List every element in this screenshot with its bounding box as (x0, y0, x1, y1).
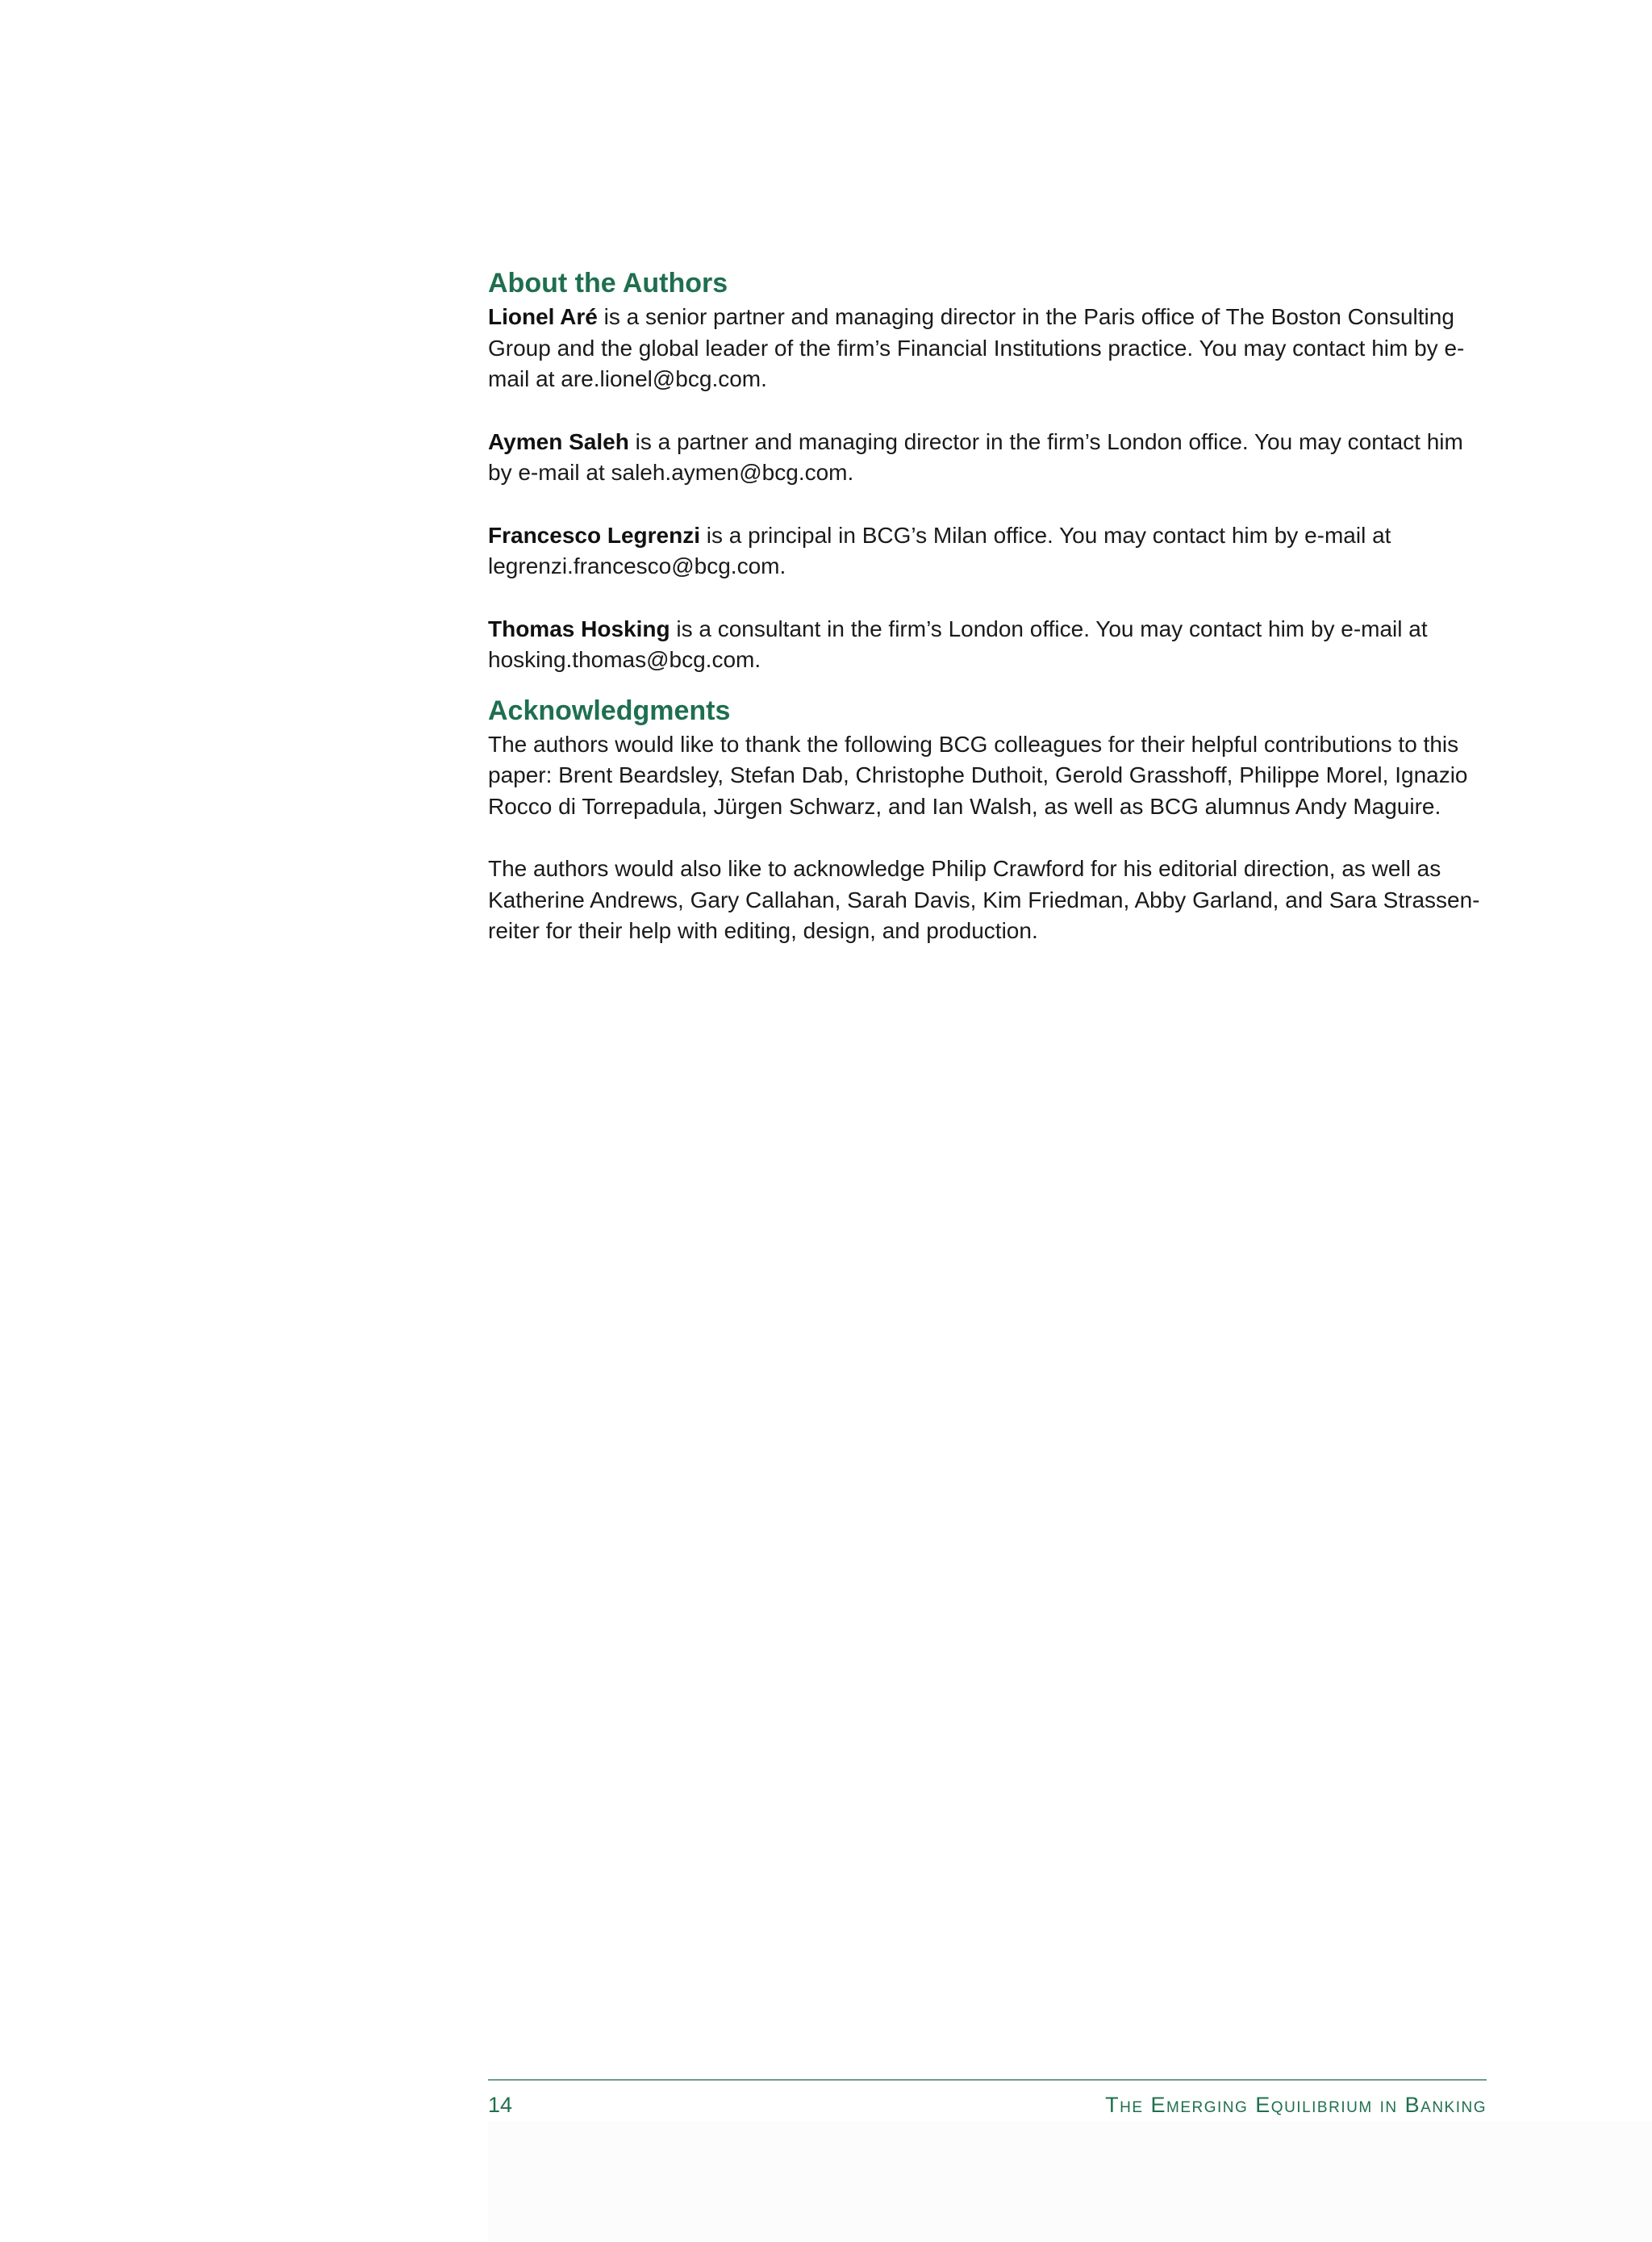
author-name: Thomas Hosking (488, 616, 670, 641)
author-description: is a consultant in the firm’s London office. You may contact him by e-mail at hosking.thomas@bcg.com. (488, 616, 1428, 672)
author-description: is a principal in BCG’s Milan office. You may contact him by e-mail at legrenzi.francesco@bcg.com. (488, 522, 1391, 578)
acknowledgments-paragraph: The authors would like to thank the following BCG colleagues for their helpful contributions to this paper: Brent Beardsley, Stefan Dab, Christophe Duthoit, Gerold Grasshoff, Philippe Morel, Ignazio Rocco di Torrepadula, Jürgen Schwarz, and Ian Walsh, as well as BCG alumnus Andy Maguire. (488, 731, 1468, 819)
author-bio (488, 427, 1488, 489)
main-content (488, 266, 1488, 979)
author-description: is a senior partner and managing director in the Paris office of The Boston Consulting Group and the global leader of the firm’s Financial Institutions practice. You may contact him by e-mail at are.lionel@bcg.com. (488, 304, 1465, 391)
footer-divider (488, 2079, 1487, 2081)
author-description: is a partner and managing director in the firm’s London office. You may contact him by e-mail at saleh.aymen@bcg.com. (488, 428, 1463, 485)
acknowledgments-paragraph: The authors would also like to acknowledge Philip Crawford for his editorial direction, as well as Katherine Andrews, Gary Callahan, Sarah Davis, Kim Friedman, Abby Garland, and Sara Strassen-reiter for their help with editing, design, and production. (488, 856, 1480, 943)
author-bio (488, 614, 1488, 676)
author-name: Francesco Legrenzi (488, 522, 700, 548)
acknowledgments-heading: Acknowledgments (488, 695, 731, 726)
author-bio (488, 520, 1488, 582)
author-name: Aymen Saleh (488, 428, 629, 454)
page-number: 14 (488, 2093, 513, 2117)
page-bottom-shade (488, 2122, 1652, 2242)
author-bio (488, 302, 1488, 395)
about-authors-heading: About the Authors (488, 268, 728, 299)
author-name: Lionel Aré (488, 304, 598, 329)
publication-title: The Emerging Equilibrium in Banking (1105, 2093, 1487, 2117)
